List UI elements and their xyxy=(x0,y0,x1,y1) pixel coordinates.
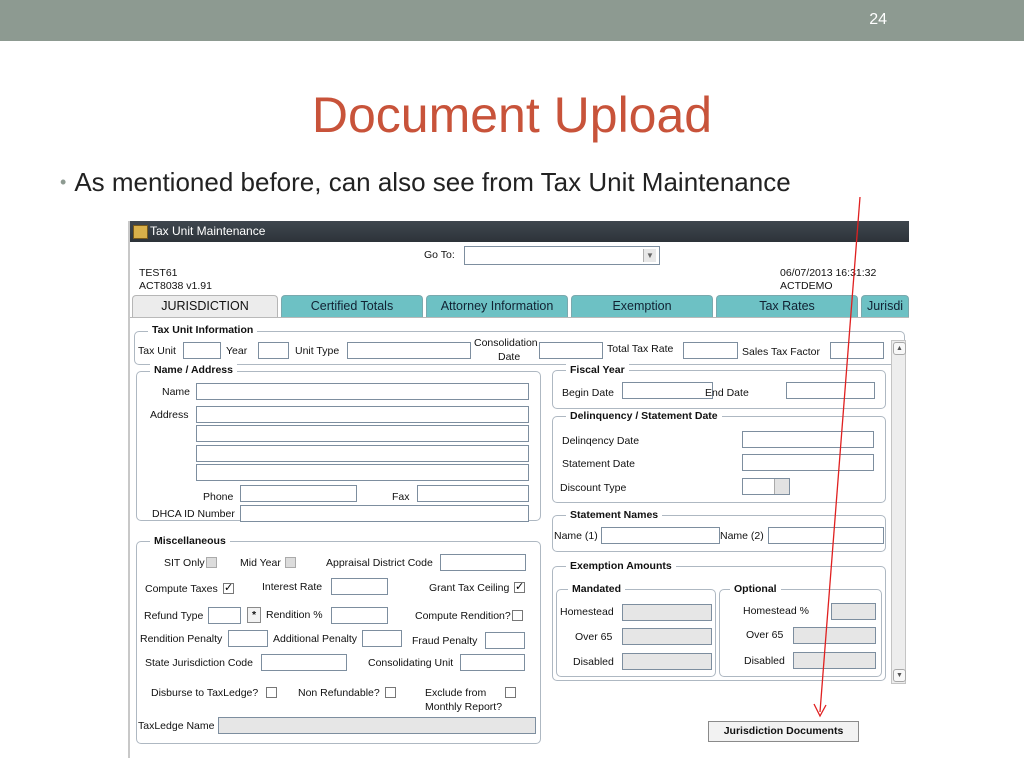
state-jurisdiction-code-label: State Jurisdiction Code xyxy=(145,657,253,669)
disburse-label: Disburse to TaxLedge? xyxy=(151,687,259,699)
tab-attorney-information[interactable]: Attorney Information xyxy=(426,295,568,317)
statement-names-title: Statement Names xyxy=(566,509,662,521)
tab-jurisdiction-more[interactable]: Jurisdi xyxy=(861,295,909,317)
scroll-up-icon[interactable]: ▲ xyxy=(893,342,906,355)
tab-exemption[interactable]: Exemption xyxy=(571,295,713,317)
mandated-disabled-label: Disabled xyxy=(573,656,614,668)
mandated-title: Mandated xyxy=(568,583,625,595)
slide-title: Document Upload xyxy=(311,87,713,143)
begin-date-label: Begin Date xyxy=(562,387,614,399)
fiscal-year-title: Fiscal Year xyxy=(566,364,629,376)
sit-only-label: SIT Only xyxy=(164,557,205,569)
taxledge-name-label: TaxLedge Name xyxy=(138,720,215,732)
name2-label: Name (2) xyxy=(720,530,764,542)
optional-homestead-pct-label: Homestead % xyxy=(743,605,809,617)
slide-number: 24 xyxy=(869,11,887,28)
consolidation-date-label: Date xyxy=(498,351,521,363)
end-date-label: End Date xyxy=(705,387,749,399)
rendition-penalty-label: Rendition Penalty xyxy=(140,633,223,645)
fraud-penalty-label: Fraud Penalty xyxy=(412,635,478,647)
tab-jurisdiction[interactable]: JURISDICTION xyxy=(132,295,278,317)
rendition-pct-label: Rendition % xyxy=(266,609,323,621)
discount-type-label: Discount Type xyxy=(560,482,627,494)
compute-taxes-checkbox[interactable]: ✓ xyxy=(224,582,234,594)
non-refundable-label: Non Refundable? xyxy=(298,687,380,699)
tab-tax-rates[interactable]: Tax Rates xyxy=(716,295,858,317)
consolidation-label: Consolidation xyxy=(474,337,538,349)
name-address-title: Name / Address xyxy=(150,364,237,376)
appraisal-district-code-label: Appraisal District Code xyxy=(326,557,433,569)
exemption-amounts-title: Exemption Amounts xyxy=(566,560,676,572)
optional-over65-label: Over 65 xyxy=(746,629,784,641)
name-label: Name xyxy=(162,386,191,398)
refund-type-lookup-button[interactable]: * xyxy=(247,607,261,623)
exclude-from-label: Exclude from xyxy=(425,687,487,699)
dhca-label: DHCA ID Number xyxy=(152,508,235,520)
mid-year-label: Mid Year xyxy=(240,557,281,569)
current-datetime: 06/07/2013 16:31:32 xyxy=(780,267,877,279)
database-name: ACTDEMO xyxy=(780,280,833,292)
delinquency-date-label: Delinqency Date xyxy=(562,435,640,447)
sales-tax-factor-label: Sales Tax Factor xyxy=(742,346,821,358)
tab-certified-totals[interactable]: Certified Totals xyxy=(281,295,423,317)
app-version: ACT8038 v1.91 xyxy=(139,280,212,292)
jurisdiction-documents-button[interactable]: Jurisdiction Documents xyxy=(708,721,859,742)
refund-type-label: Refund Type xyxy=(144,610,204,622)
compute-taxes-label: Compute Taxes xyxy=(145,583,218,595)
bullet-icon: • xyxy=(60,172,67,192)
additional-penalty-label: Additional Penalty xyxy=(273,633,358,645)
total-tax-rate-label: Total Tax Rate xyxy=(607,343,674,355)
miscellaneous-title: Miscellaneous xyxy=(150,535,230,547)
monthly-report-label: Monthly Report? xyxy=(425,701,503,713)
bullet-text: As mentioned before, can also see from Tax Unit Maintenance xyxy=(74,167,791,197)
name1-label: Name (1) xyxy=(554,530,598,542)
chevron-down-icon[interactable]: ▼ xyxy=(643,249,656,262)
grant-tax-ceiling-label: Grant Tax Ceiling xyxy=(429,582,510,594)
interest-rate-label: Interest Rate xyxy=(262,581,323,593)
compute-rendition-label: Compute Rendition? xyxy=(415,610,511,622)
tax-unit-info-title: Tax Unit Information xyxy=(148,324,257,336)
window-title: Tax Unit Maintenance xyxy=(150,224,266,238)
scroll-down-icon[interactable]: ▼ xyxy=(893,669,906,682)
consolidating-unit-label: Consolidating Unit xyxy=(368,657,454,669)
unit-type-label: Unit Type xyxy=(295,345,340,357)
tax-unit-label: Tax Unit xyxy=(138,345,176,357)
statement-date-label: Statement Date xyxy=(562,458,635,470)
delinquency-title: Delinquency / Statement Date xyxy=(566,410,722,422)
annotation-arrow-line xyxy=(820,197,860,712)
grant-tax-ceiling-checkbox[interactable]: ✓ xyxy=(515,581,525,593)
optional-title: Optional xyxy=(730,583,781,595)
mandated-homestead-label: Homestead xyxy=(560,606,614,618)
goto-label: Go To: xyxy=(424,249,455,261)
address-label: Address xyxy=(150,409,189,421)
fax-label: Fax xyxy=(392,491,410,503)
user-code: TEST61 xyxy=(139,267,178,279)
mandated-over65-label: Over 65 xyxy=(575,631,613,643)
optional-disabled-label: Disabled xyxy=(744,655,785,667)
phone-label: Phone xyxy=(203,491,234,503)
year-label: Year xyxy=(226,345,248,357)
